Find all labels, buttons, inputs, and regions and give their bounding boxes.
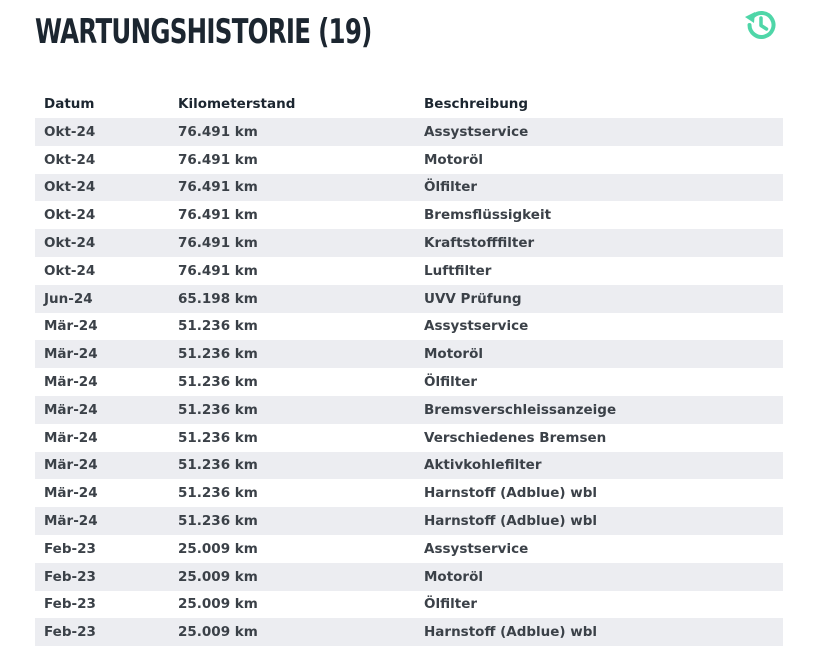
- table-row: [35, 452, 783, 480]
- cell-description: Motoröl: [415, 340, 783, 368]
- maintenance-history-table: [35, 90, 783, 646]
- cell-mileage: 76.491 km: [169, 201, 415, 229]
- cell-date: Jun-24: [35, 285, 169, 313]
- cell-mileage: 51.236 km: [169, 368, 415, 396]
- table-header-row: [35, 90, 783, 118]
- cell-description: Ölfilter: [415, 368, 783, 396]
- cell-description: Assystservice: [415, 313, 783, 341]
- table-row: [35, 174, 783, 202]
- table-row: [35, 118, 783, 146]
- cell-date: Mär-24: [35, 424, 169, 452]
- cell-description: Aktivkohlefilter: [415, 452, 783, 480]
- cell-description: Verschiedenes Bremsen: [415, 424, 783, 452]
- cell-description: Harnstoff (Adblue) wbl: [415, 507, 783, 535]
- table-row: [35, 396, 783, 424]
- table-row: [35, 563, 783, 591]
- cell-description: Ölfilter: [415, 591, 783, 619]
- cell-description: UVV Prüfung: [415, 285, 783, 313]
- cell-mileage: 76.491 km: [169, 174, 415, 202]
- cell-description: Bremsflüssigkeit: [415, 201, 783, 229]
- cell-description: Luftfilter: [415, 257, 783, 285]
- cell-mileage: 65.198 km: [169, 285, 415, 313]
- cell-date: Feb-23: [35, 563, 169, 591]
- cell-date: Mär-24: [35, 452, 169, 480]
- cell-mileage: 25.009 km: [169, 618, 415, 646]
- cell-mileage: 51.236 km: [169, 424, 415, 452]
- cell-date: Mär-24: [35, 479, 169, 507]
- cell-description: Motoröl: [415, 146, 783, 174]
- cell-date: Okt-24: [35, 118, 169, 146]
- cell-date: Mär-24: [35, 340, 169, 368]
- table-row: [35, 591, 783, 619]
- table-row: [35, 618, 783, 646]
- cell-mileage: 76.491 km: [169, 118, 415, 146]
- table-row: [35, 146, 783, 174]
- cell-mileage: 76.491 km: [169, 146, 415, 174]
- table-row: [35, 313, 783, 341]
- cell-date: Okt-24: [35, 229, 169, 257]
- table-row: [35, 229, 783, 257]
- cell-date: Okt-24: [35, 257, 169, 285]
- column-header-date: Datum: [44, 96, 95, 112]
- cell-date: Feb-23: [35, 591, 169, 619]
- column-header-mileage: Kilometerstand: [178, 96, 296, 112]
- cell-mileage: 51.236 km: [169, 313, 415, 341]
- cell-date: Feb-23: [35, 618, 169, 646]
- cell-description: Assystservice: [415, 118, 783, 146]
- cell-date: Mär-24: [35, 368, 169, 396]
- cell-date: Mär-24: [35, 396, 169, 424]
- table-row: [35, 535, 783, 563]
- cell-date: Okt-24: [35, 201, 169, 229]
- cell-mileage: 25.009 km: [169, 591, 415, 619]
- cell-description: Motoröl: [415, 563, 783, 591]
- cell-mileage: 51.236 km: [169, 452, 415, 480]
- cell-date: Mär-24: [35, 507, 169, 535]
- table-row: [35, 507, 783, 535]
- table-row: [35, 479, 783, 507]
- cell-mileage: 76.491 km: [169, 257, 415, 285]
- table-row: [35, 257, 783, 285]
- cell-description: Harnstoff (Adblue) wbl: [415, 618, 783, 646]
- cell-description: Kraftstofffilter: [415, 229, 783, 257]
- history-icon[interactable]: [742, 6, 780, 44]
- table-row: [35, 368, 783, 396]
- cell-date: Mär-24: [35, 313, 169, 341]
- table-row: [35, 201, 783, 229]
- cell-description: Bremsverschleissanzeige: [415, 396, 783, 424]
- cell-mileage: 51.236 km: [169, 507, 415, 535]
- cell-mileage: 25.009 km: [169, 535, 415, 563]
- cell-date: Okt-24: [35, 174, 169, 202]
- cell-date: Okt-24: [35, 146, 169, 174]
- cell-description: Assystservice: [415, 535, 783, 563]
- column-header-description: Beschreibung: [424, 96, 529, 112]
- table-row: [35, 285, 783, 313]
- cell-mileage: 25.009 km: [169, 563, 415, 591]
- cell-date: Feb-23: [35, 535, 169, 563]
- table-row: [35, 340, 783, 368]
- table-row: [35, 424, 783, 452]
- cell-description: Harnstoff (Adblue) wbl: [415, 479, 783, 507]
- cell-mileage: 51.236 km: [169, 479, 415, 507]
- cell-mileage: 76.491 km: [169, 229, 415, 257]
- page-title: WARTUNGSHISTORIE (19): [35, 12, 372, 52]
- cell-description: Ölfilter: [415, 174, 783, 202]
- cell-mileage: 51.236 km: [169, 340, 415, 368]
- cell-mileage: 51.236 km: [169, 396, 415, 424]
